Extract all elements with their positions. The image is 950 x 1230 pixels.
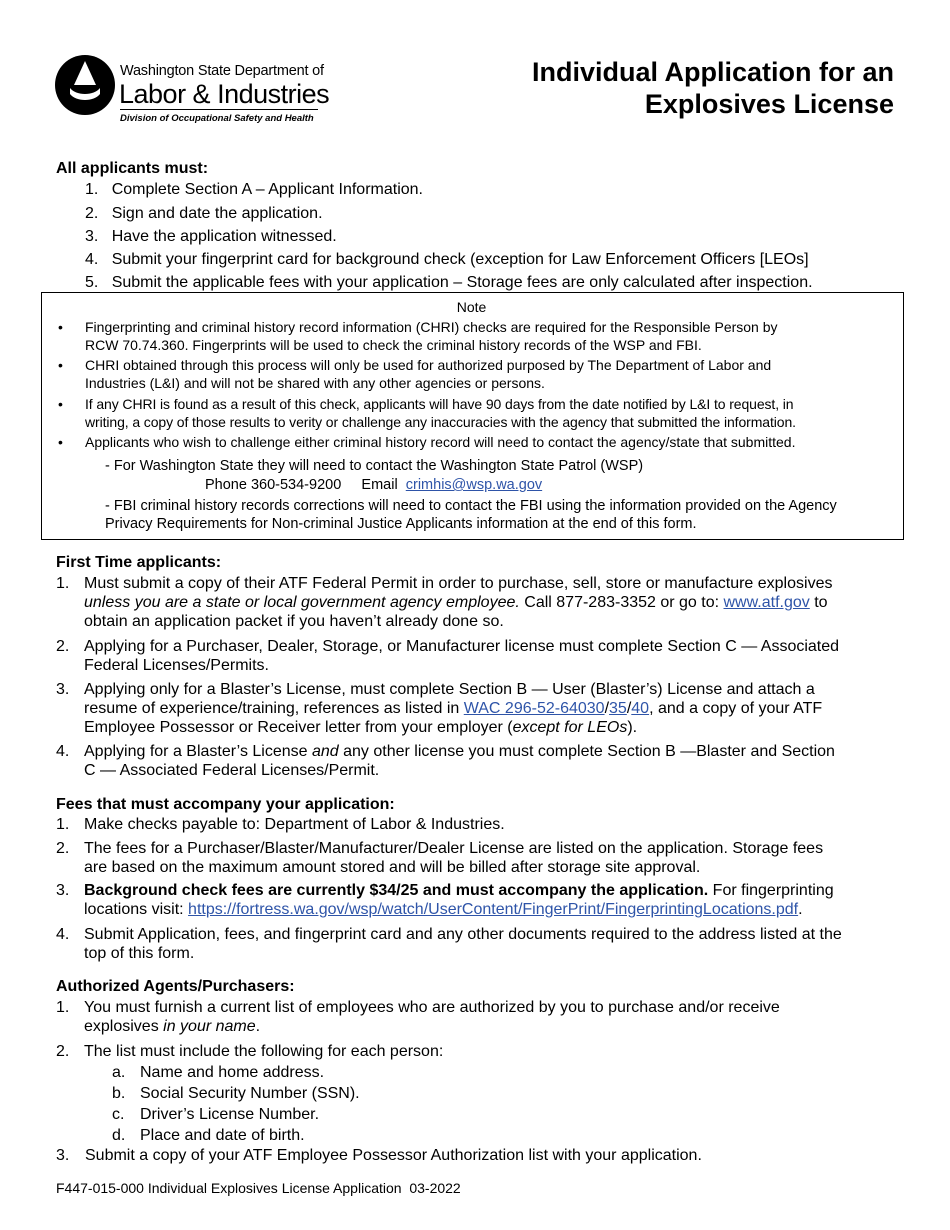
first-time-item-4: 4. (56, 743, 70, 760)
first-time-item-4-text: Applying for a Blaster’s License and any other license you must complete Section B —Blaster and Section C — Associated Federal Licenses/Permit. (84, 743, 835, 779)
fees-item-1-text: Make checks payable to: Department of Labor & Industries. (84, 816, 505, 833)
note-bullet: • (58, 319, 63, 335)
all-applicants-item-3: 3. Have the application witnessed. (85, 228, 337, 245)
form-footer: F447-015-000 Individual Explosives License Application 03-2022 (56, 1180, 461, 1196)
agents-item-3-text: Submit a copy of your ATF Employee Possessor Authorization list with your application. (85, 1147, 702, 1164)
first-time-item-1-text: Must submit a copy of their ATF Federal Permit in order to purchase, sell, store or manufacture explosives unless you are a state or local government agency employee. Call 877-283-3352 or go to: www.atf.gov to obtain an application packet if you haven’t already done so. (84, 575, 833, 630)
wac-35-link[interactable]: 35 (609, 700, 627, 717)
all-applicants-item-1: 1. Complete Section A – Applicant Information. (85, 181, 423, 198)
agents-heading: Authorized Agents/Purchasers: (56, 978, 295, 995)
agents-item-1: 1. (56, 999, 70, 1016)
note-bullet: • (58, 434, 63, 450)
fees-item-2: 2. (56, 840, 70, 857)
note-bullet-1: Fingerprinting and criminal history record information (CHRI) checks are required for the Responsible Person by RCW 70.74.360. Fingerprints will be used to check the criminal history records of the WSP and FBI. (85, 319, 778, 353)
agents-sub-a: a. Name and home address. (112, 1064, 325, 1081)
all-applicants-item-5: 5. Submit the applicable fees with your application – Storage fees are only calculated after inspection. (85, 274, 813, 291)
note-bullet: • (58, 396, 63, 412)
fees-item-2-text: The fees for a Purchaser/Blaster/Manufacturer/Dealer License are listed on the application. Storage fees are based on the maximum amount stored and will be billed after storage site approval. (84, 840, 824, 876)
agents-item-1-text: You must furnish a current list of employees who are authorized by you to purchase and/or receive explosives in your name. (84, 999, 780, 1035)
first-time-item-2: 2. (56, 638, 70, 655)
wac-64030-link[interactable]: WAC 296-52-64030 (463, 700, 605, 717)
atf-link[interactable]: www.atf.gov (723, 594, 810, 611)
logo-line1: Washington State Department of (120, 63, 324, 79)
note-bullet-2: CHRI obtained through this process will only be used for authorized purposed by The Department of Labor and Industries (L&I) and will not be shared with any other agencies or persons. (85, 357, 772, 391)
first-time-item-1: 1. (56, 575, 70, 592)
agency-logo (54, 54, 330, 130)
agents-item-2: 2. (56, 1043, 70, 1060)
email-label: Email (361, 477, 398, 493)
agents-sub-b: b. Social Security Number (SSN). (112, 1085, 360, 1102)
note-heading: Note (456, 299, 487, 315)
wsp-phone: Phone 360-534-9200 (205, 477, 342, 493)
fees-heading: Fees that must accompany your application: (56, 796, 395, 813)
first-time-item-2-text: Applying for a Purchaser, Dealer, Storage, or Manufacturer license must complete Section C — Associated Federal Licenses/Permits. (84, 638, 840, 674)
all-applicants-item-2: 2. Sign and date the application. (85, 205, 323, 222)
fees-item-3-text: Background check fees are currently $34/25 and must accompany the application. For fingerprinting locations visit: https://fortress.wa.gov/wsp/watch/UserContent/FingerPrint/FingerprintingLocations.pdf. (84, 882, 834, 918)
wac-40-link[interactable]: 40 (631, 700, 650, 717)
agents-sub-d: d. Place and date of birth. (112, 1127, 305, 1144)
first-time-item-3: 3. (56, 681, 70, 698)
note-bullet-3: If any CHRI is found as a result of this check, applicants will have 90 days from the date notified by L&I to request, in writing, a copy of those results to verity or challenge any inaccuracies with the agency that submitted the information. (85, 396, 796, 430)
wsp-phone-line (205, 477, 542, 493)
logo-line3: Division of Occupational Safety and Health (120, 113, 314, 124)
fees-item-3: 3. (56, 882, 70, 899)
li-logo-icon (54, 54, 116, 116)
all-applicants-item-4: 4. Submit your fingerprint card for background check (exception for Law Enforcement Officers [LEOs] (85, 251, 809, 268)
logo-rule (120, 109, 318, 110)
agents-sub-c: c. Driver’s License Number. (112, 1106, 320, 1123)
fees-item-1: 1. (56, 816, 70, 833)
first-time-heading: First Time applicants: (56, 554, 222, 571)
agents-item-3: 3. (56, 1147, 70, 1164)
fbi-correction-text-2: Privacy Requirements for Non-criminal Justice Applicants information at the end of this form. (105, 516, 697, 532)
title-line1: Individual Application for an (531, 57, 894, 87)
logo-line2: Labor & Industries (119, 79, 330, 109)
fees-item-4-text: Submit Application, fees, and fingerprint card and any other documents required to the address listed at the top of this form. (84, 926, 842, 962)
wsp-contact-line: - For Washington State they will need to contact the Washington State Patrol (WSP) (105, 458, 644, 474)
page-title (414, 56, 894, 120)
wsp-email-link[interactable]: crimhis@wsp.wa.gov (405, 477, 543, 493)
note-bullet: • (58, 357, 63, 373)
all-applicants-heading: All applicants must: (56, 160, 209, 177)
fbi-correction-text: - FBI criminal history records corrections will need to contact the FBI using the information provided on the Agency (105, 498, 837, 514)
fees-item-4: 4. (56, 926, 70, 943)
note-bullet-4: Applicants who wish to challenge either criminal history record will need to contact the agency/state that submitted. (85, 434, 796, 450)
agents-item-2-text: The list must include the following for each person: (84, 1043, 444, 1060)
first-time-item-3-text: Applying only for a Blaster’s License, must complete Section B — User (Blaster’s) License and attach a resume of experience/training, references as listed in WAC 296-52-64030/35/40, and a copy of your ATF Employee Possessor or Receiver letter from your employer (except for LEOs). (84, 681, 823, 736)
fingerprinting-locations-link[interactable]: https://fortress.wa.gov/wsp/watch/UserContent/FingerPrint/FingerprintingLocations.pdf (188, 901, 799, 918)
title-line2: Explosives License (644, 89, 894, 119)
